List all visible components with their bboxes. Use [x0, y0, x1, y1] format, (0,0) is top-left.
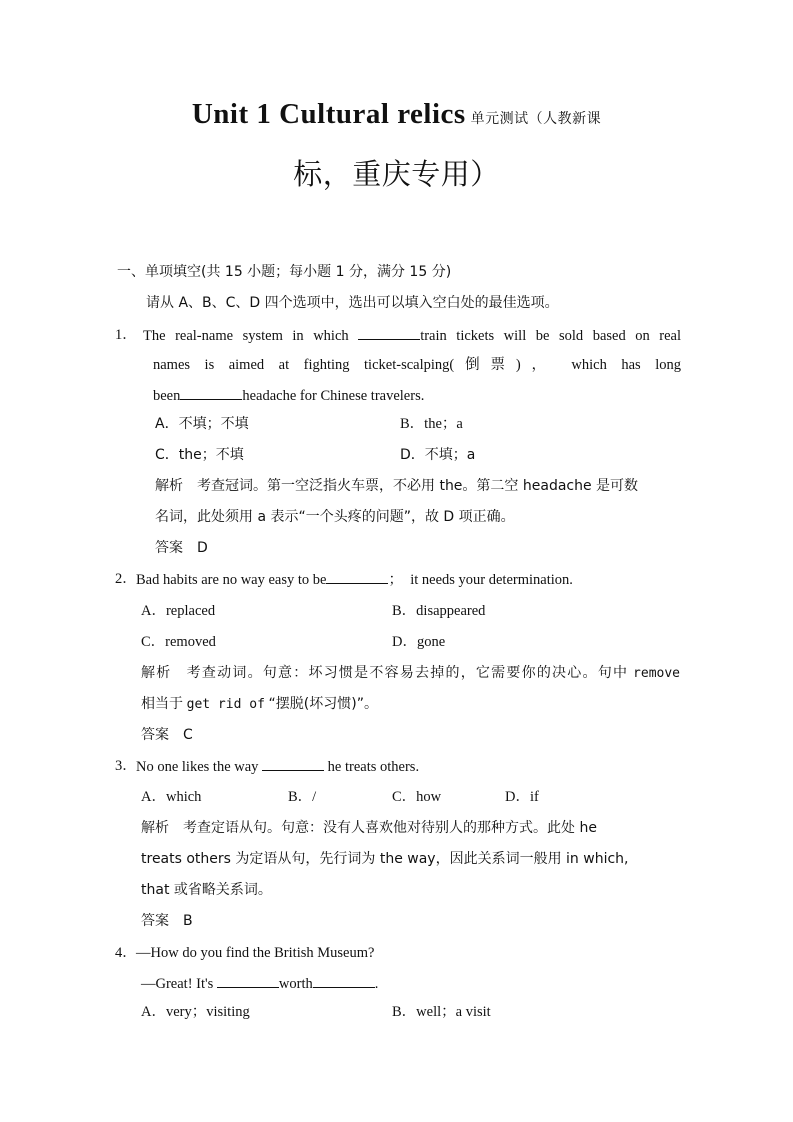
- q4-option-b: B．well；a visit: [392, 1004, 491, 1020]
- q3-blank: [262, 757, 324, 771]
- q2-stem: [136, 570, 573, 589]
- q2-number: 2．: [115, 571, 137, 587]
- q1-blank-2: [180, 386, 242, 400]
- q1-option-b: B．the；a: [400, 416, 463, 432]
- q4-dialogue-line-2: [141, 974, 378, 993]
- q1-stem-line-2: names is aimed at fighting ticket-scalping(倒票)， which has long: [153, 357, 681, 373]
- q3-explanation-line-2: treats others 为定语从句，先行词为 the way，因此关系词一般用 in which,: [141, 851, 629, 867]
- q2-explanation-part-1: 解析 考查动词。句意：坏习惯是不容易去掉的，它需要你的决心。句中: [141, 665, 629, 681]
- q2-option-c: C．removed: [141, 634, 216, 650]
- section-heading: 一、单项填空(共 15 小题；每小题 1 分，满分 15 分): [117, 264, 452, 280]
- q3-option-a: A．which: [141, 789, 202, 805]
- q2-explanation-part-3: 相当于: [141, 696, 183, 712]
- document-title-line-2: 标，重庆专用）: [293, 157, 500, 191]
- q3-explanation-line-3: that 或省略关系词。: [141, 882, 272, 898]
- document-title-line-1: [0, 98, 793, 131]
- q2-explanation-part-4: get rid of: [186, 697, 265, 712]
- q3-option-c: C．how: [392, 789, 442, 805]
- q1-stem-line-1: [143, 326, 681, 345]
- q1-option-c: C．the；不填: [155, 447, 244, 463]
- q1-option-a: A．不填；不填: [155, 416, 249, 432]
- title-chinese: 单元测试（人教新课: [465, 111, 602, 127]
- title-english: Unit 1 Cultural relics: [191, 98, 466, 130]
- q1-stem-part-1: The real-name system in which: [143, 328, 349, 344]
- q4-dialogue-part-1: —Great! It's: [141, 976, 214, 992]
- q3-stem-part-1: No one likes the way: [136, 759, 259, 775]
- q4-dialogue-part-3: .: [374, 976, 379, 992]
- q1-stem-part-2: train tickets will be sold based on real: [420, 328, 682, 344]
- q2-option-b: B．disappeared: [392, 603, 486, 619]
- q4-number: 4．: [115, 945, 137, 961]
- q3-answer: 答案 B: [141, 913, 193, 929]
- q1-stem-line-3: [153, 386, 424, 405]
- q4-dialogue-line-1: —How do you find the British Museum?: [136, 945, 375, 961]
- q2-answer: 答案 C: [141, 727, 193, 743]
- q3-number: 3．: [115, 758, 137, 774]
- q2-explanation-part-2: remove: [633, 666, 681, 681]
- q3-option-b: B．/: [288, 789, 317, 805]
- q1-stem-part-3: been: [153, 388, 181, 404]
- q1-option-d: D．不填；a: [400, 447, 476, 463]
- q4-dialogue-part-2: worth: [278, 976, 313, 992]
- q1-answer: 答案 D: [155, 540, 208, 556]
- q1-stem-part-4: headache for Chinese travelers.: [242, 388, 425, 404]
- q1-blank-1: [358, 326, 420, 340]
- q3-stem: [136, 757, 419, 776]
- q1-number: 1．: [115, 327, 137, 343]
- q3-explanation-line-1: 解析 考查定语从句。句意：没有人喜欢他对待别人的那种方式。此处 he: [141, 820, 597, 836]
- q3-option-d: D．if: [505, 789, 539, 805]
- section-instruction: 请从 A、B、C、D 四个选项中，选出可以填入空白处的最佳选项。: [146, 295, 559, 311]
- q4-blank-2: [313, 974, 375, 988]
- q4-blank-1: [217, 974, 279, 988]
- q2-explanation-part-5: “摆脱(坏习惯)”。: [268, 696, 378, 712]
- q2-explanation-line-1: [141, 664, 680, 683]
- q1-explanation-line-1: 解析 考查冠词。第一空泛指火车票，不必用 the。第二空 headache 是可数: [155, 478, 639, 494]
- q3-stem-part-2: he treats others.: [327, 759, 420, 775]
- q4-option-a: A．very；visiting: [141, 1004, 250, 1020]
- q2-stem-part-2: ； it needs your determination.: [388, 572, 573, 588]
- q2-explanation-line-2: [141, 695, 378, 714]
- q1-explanation-line-2: 名词，此处须用 a 表示“一个头疼的问题”，故 D 项正确。: [155, 509, 515, 525]
- q2-blank: [326, 570, 388, 584]
- q2-stem-part-1: Bad habits are no way easy to be: [136, 572, 327, 588]
- q2-option-d: D．gone: [392, 634, 446, 650]
- q2-option-a: A．replaced: [141, 603, 216, 619]
